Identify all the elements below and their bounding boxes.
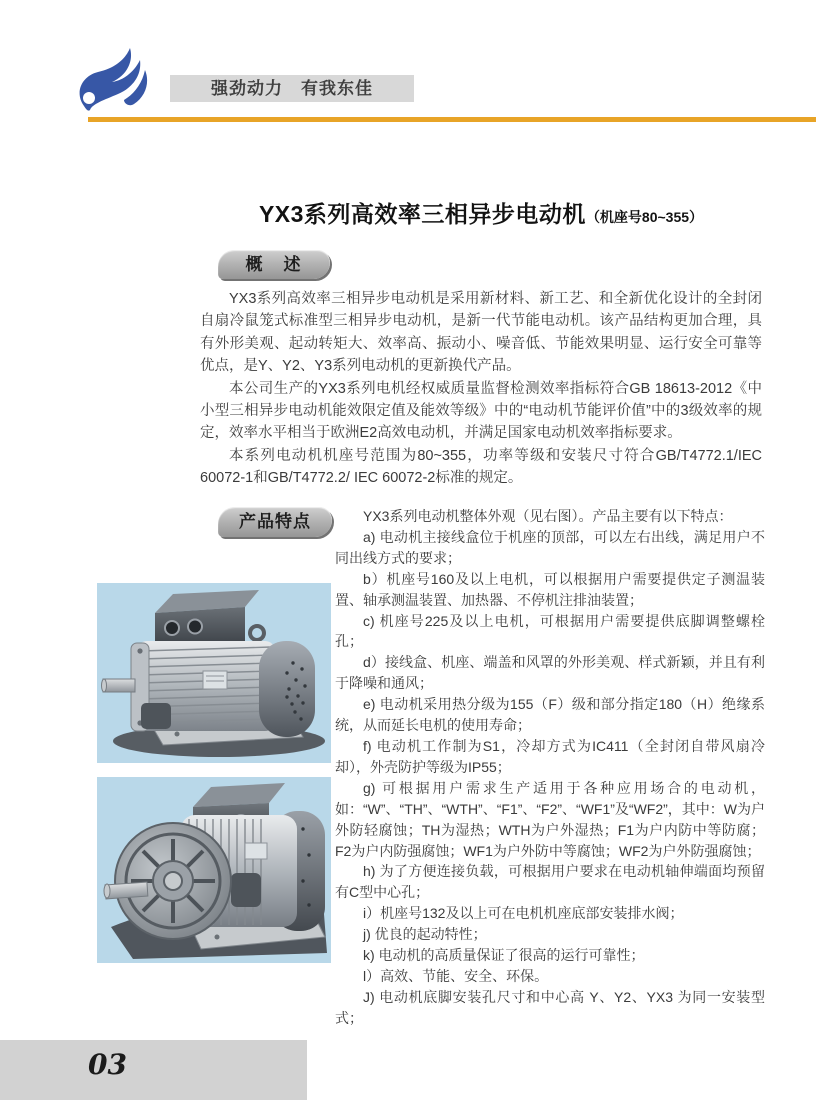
company-logo-svg [72,48,164,116]
feature-item: g) 可根据用户需求生产适用于各种应用场合的电动机，如：“W”、“TH”、“WTH”、“F1”、“F2”、“WF1”及“WF2”，其中：W为户外防轻腐蚀；TH为湿热；WTH为户外湿热；F1为户内防中等防腐；F2为户内防强腐蚀；WF1为户外防中等腐蚀；WF2为户外防强腐蚀； [335,779,766,859]
section-heading-overview: 概 述 [218,250,330,279]
company-logo-icon [72,48,164,116]
feature-item: c) 机座号225及以上电机，可根据用户需要提供底脚调整螺栓孔； [335,612,765,650]
feature-item: h) 为了方便连接负载，可根据用户要求在电动机轴伸端面均预留有C型中心孔； [335,863,765,901]
overview-paragraph: YX3系列高效率三相异步电动机是采用新材料、新工艺、和全新优化设计的全封闭自扇冷鼠笼式标准型三相异步电动机，是新一代节能电动机。该产品结构更加合理，具有外形美观、起动转矩大、效率高、振动小、噪音低、节能效果明显、运行安全可靠等优点，是Y、Y2、Y3系列电动机的更新换代产品。 [200,291,762,375]
page-title-sub: （机座号80~355） [585,209,704,225]
features-list [335,506,765,1029]
feature-item: j) 优良的起动特性； [363,926,487,943]
feature-item: f) 电动机工作制为S1，冷却方式为IC411（全封闭自带风扇冷却），外壳防护等级为IP55； [335,737,765,775]
overview-paragraph: 本系列电动机机座号范围为80~355，功率等级和安装尺寸符合GB/T4772.1/IEC 60072-1和GB/T4772.2/ IEC 60072-2标准的规定。 [200,447,762,487]
page-title [200,196,762,229]
feature-item: i）机座号132及以上可在电机机座底部安装排水阀； [363,905,684,922]
shaft [102,679,136,692]
page-title-main: YX3系列高效率三相异步电动机 [258,201,586,227]
feature-item: b）机座号160及以上电机，可以根据用户需要提供定子测温装置、轴承测温装置、加热器、不停机注排油装置； [335,570,765,608]
motor-photo-1 [97,583,331,763]
motor-photo-2 [97,777,331,963]
feature-item: J) 电动机底脚安装孔尺寸和中心高 Y、Y2、YX3 为同一安装型式； [335,988,765,1026]
features-intro: YX3系列电动机整体外观（见右图）。产品主要有以下特点： [363,508,733,524]
section-heading-features: 产品特点 [218,507,332,537]
front-end-shield [115,823,231,939]
shaft [104,882,148,899]
motor-photo-1-svg [97,583,331,763]
feature-item: a) 电动机主接线盒位于机座的顶部，可以左右出线，满足用户不同出线方式的要求； [335,528,765,566]
page-number: 03 [88,1048,127,1081]
header-gold-rule [88,117,816,122]
overview-paragraphs [200,288,762,490]
fan-cover [259,641,315,737]
footer-bar [0,1040,307,1100]
feature-item: e) 电动机采用热分级为155（F）级和部分指定180（H）绝缘系统，从而延长电机的使用寿命； [335,696,765,734]
feature-item: k) 电动机的高质量保证了很高的运行可靠性； [363,947,645,964]
feature-item: l）高效、节能、安全、环保。 [363,967,549,984]
feature-item: d）接线盒、机座、端盖和风罩的外形美观、样式新颖，并且有利于降噪和通风； [335,654,765,692]
header-slogan: 强劲动力 有我东佳 [170,75,414,102]
overview-paragraph: 本公司生产的YX3系列电机经权威质量监督检测效率指标符合GB 18613-2012《中小型三相异步电动机能效限定值及能效等级》中的“电动机节能评价值”中的3级效率的规定，效率水平相当于欧洲E2高效电动机，并满足国家电动机效率指标要求。 [200,380,762,442]
motor-photo-2-svg [97,777,331,963]
